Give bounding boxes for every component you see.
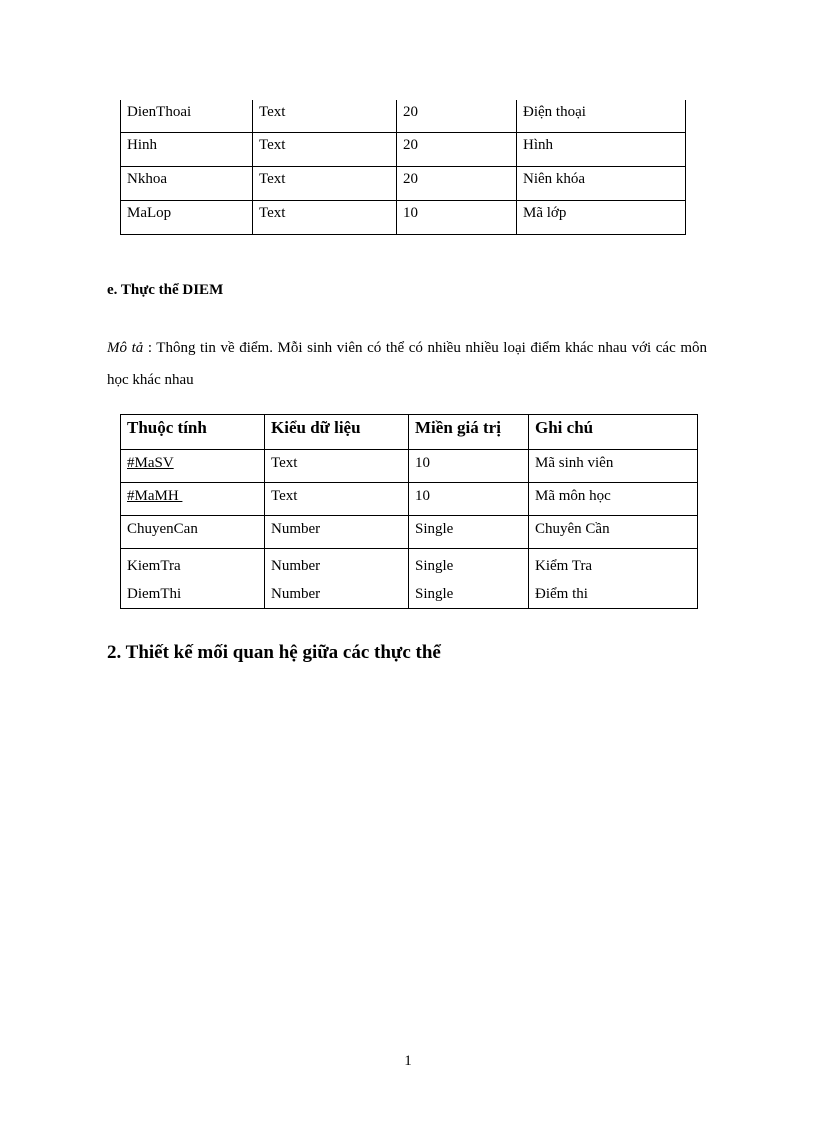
table-cell: Text (253, 167, 397, 201)
table-row (121, 100, 686, 133)
section-heading-diem: e. Thực thể DIEM (107, 282, 224, 298)
section-description (107, 332, 707, 396)
table-row (121, 483, 698, 516)
cell-line: DiemThi (127, 586, 182, 602)
table-cell: 20 (397, 133, 517, 167)
page-number: 1 (404, 1053, 412, 1069)
cell-line: Single (415, 558, 454, 574)
table-cell: Chuyên Cần (529, 516, 698, 549)
table-cell (265, 549, 409, 609)
table-cell: Hình (517, 133, 686, 167)
description-label: Mô tả (107, 340, 144, 356)
table-cell: ChuyenCan (121, 516, 265, 549)
cell-line: Kiểm Tra (535, 558, 593, 574)
table-row (121, 450, 698, 483)
cell-line: Điểm thi (535, 586, 588, 602)
table-cell: Niên khóa (517, 167, 686, 201)
description-text: : Thông tin về điểm. Mỗi sinh viên có thể có nhiều nhiều loại điểm khác nhau với các môn học khác nhau (107, 340, 707, 388)
table-cell: 20 (397, 100, 517, 133)
column-header: Ghi chú (529, 415, 698, 450)
table-cell: 10 (397, 201, 517, 235)
table-row (121, 516, 698, 549)
table-cell: Nkhoa (121, 167, 253, 201)
table-cell (121, 549, 265, 609)
cell-line: Number (271, 558, 321, 574)
cell-line: Single (415, 586, 454, 602)
table-row (121, 201, 686, 235)
table-cell (409, 549, 529, 609)
column-header: Thuộc tính (121, 415, 265, 450)
section-heading-relationships: 2. Thiết kế mối quan hệ giữa các thực thể (107, 642, 441, 663)
table-cell: Text (253, 100, 397, 133)
table-row (121, 549, 698, 609)
table-cell: Text (265, 450, 409, 483)
table-cell: Mã môn học (529, 483, 698, 516)
table-cell: Text (265, 483, 409, 516)
table-cell: Hinh (121, 133, 253, 167)
table-cell: DienThoai (121, 100, 253, 133)
table-cell: Text (253, 133, 397, 167)
key-field: #MaMH (127, 488, 183, 504)
table-row (121, 167, 686, 201)
table-cell: Number (265, 516, 409, 549)
key-field: #MaSV (127, 455, 174, 471)
table-cell: Text (253, 201, 397, 235)
table-cell: Điện thoại (517, 100, 686, 133)
table-row (121, 133, 686, 167)
column-header: Kiểu dữ liệu (265, 415, 409, 450)
table-cell: Mã sinh viên (529, 450, 698, 483)
table-cell: MaLop (121, 201, 253, 235)
table-cell: Mã lớp (517, 201, 686, 235)
table-cell: 10 (409, 483, 529, 516)
table-header-row (121, 415, 698, 450)
column-header: Miền giá trị (409, 415, 529, 450)
cell-line: Number (271, 586, 321, 602)
table-cell (121, 483, 265, 516)
table-cell (529, 549, 698, 609)
cell-line: KiemTra (127, 558, 181, 574)
table-cell: Single (409, 516, 529, 549)
table-cell (121, 450, 265, 483)
diem-attribute-table (120, 414, 698, 609)
table-cell: 10 (409, 450, 529, 483)
table-cell: 20 (397, 167, 517, 201)
attribute-table-continued (120, 100, 686, 235)
